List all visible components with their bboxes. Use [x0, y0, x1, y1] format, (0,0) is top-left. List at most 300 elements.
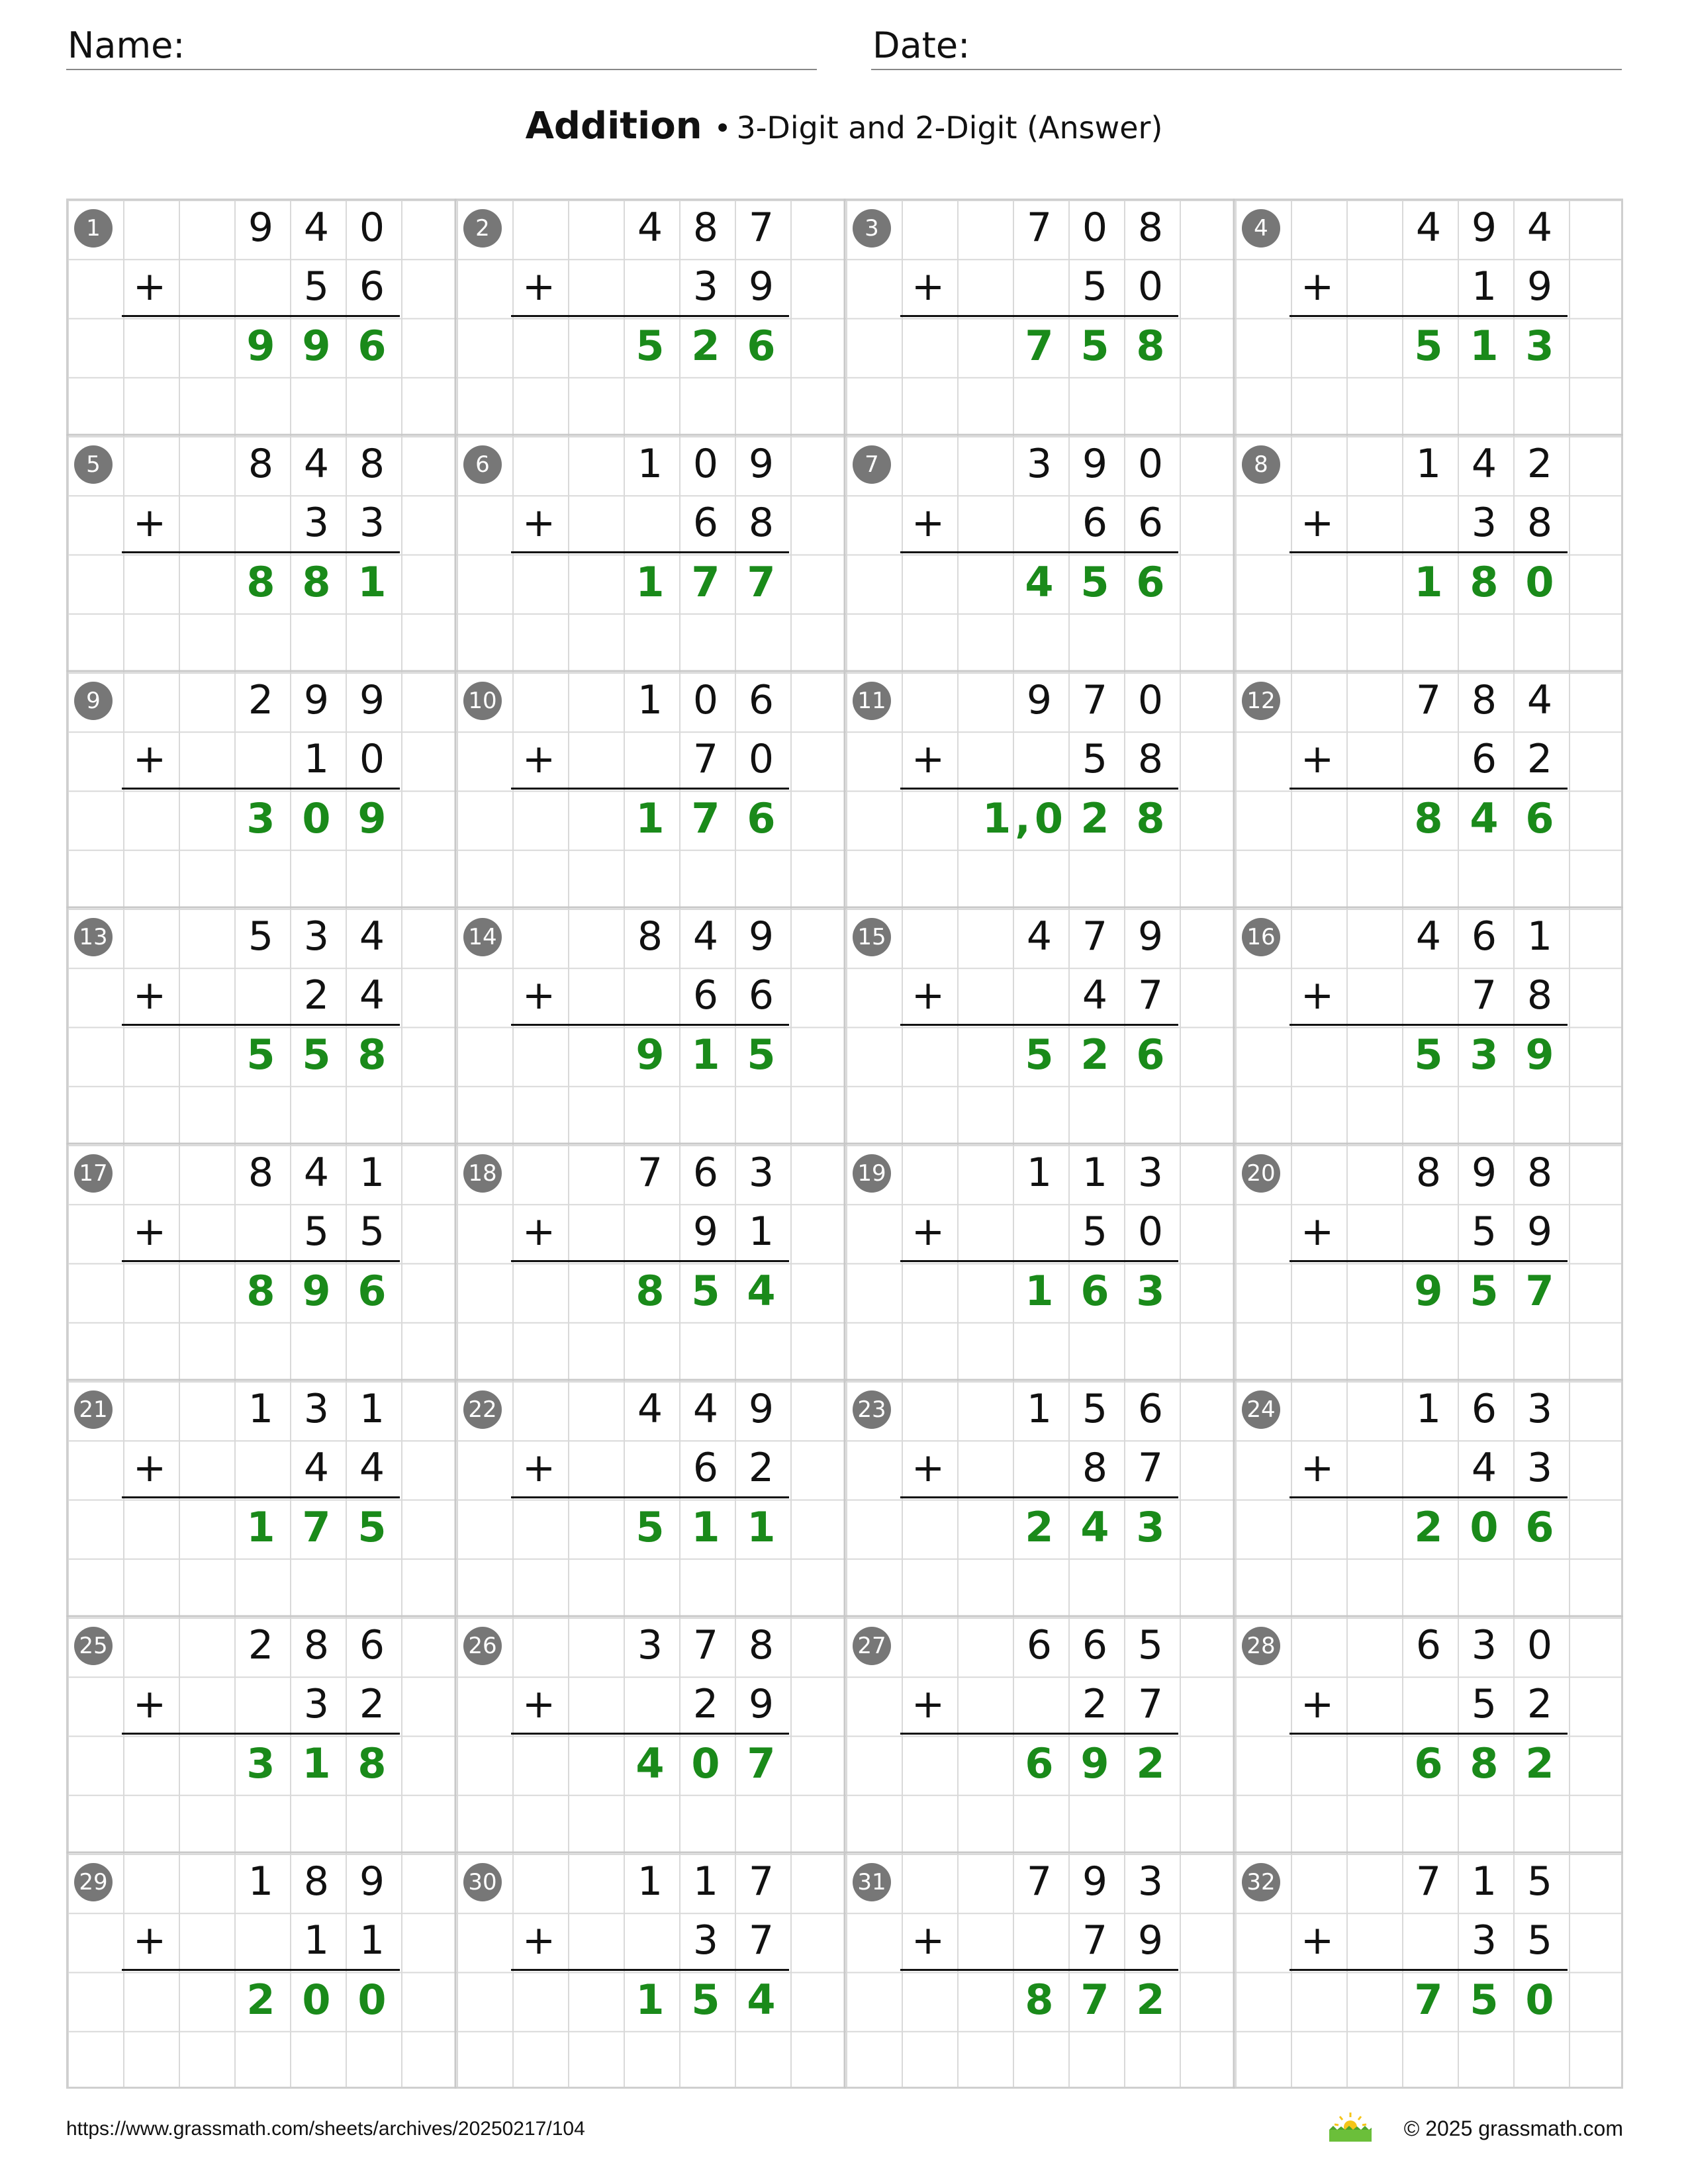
- top-digit: 8: [359, 441, 385, 487]
- problem-number-badge: 30: [463, 1863, 502, 1901]
- plus-sign: +: [911, 1208, 945, 1255]
- answer-digit: 9: [1414, 1267, 1443, 1315]
- answer-digit: 1: [1414, 558, 1443, 606]
- bottom-digit: 5: [303, 263, 330, 310]
- answer-digit: 0: [1525, 1976, 1554, 2024]
- problem-2: [455, 199, 845, 435]
- answer-digit: 0: [1470, 1503, 1499, 1551]
- answer-digit: 6: [1525, 794, 1554, 842]
- problem-24: [1234, 1380, 1623, 1616]
- problem-number-badge: 16: [1242, 918, 1280, 956]
- top-digit: 0: [692, 441, 719, 487]
- problem-18: [455, 1144, 845, 1380]
- top-digit: 7: [1082, 677, 1108, 723]
- top-digit: 1: [1471, 1858, 1497, 1905]
- bottom-digit: 8: [1526, 972, 1553, 1019]
- plus-sign: +: [1300, 263, 1335, 310]
- bottom-digit: 1: [359, 1917, 385, 1964]
- answer-digit: 1: [1470, 322, 1499, 370]
- plus-sign: +: [522, 1917, 556, 1964]
- bottom-digit: 9: [1137, 1917, 1164, 1964]
- top-digit: 3: [748, 1150, 774, 1196]
- problem-7: [845, 435, 1234, 671]
- problem-14: [455, 907, 845, 1144]
- top-digit: 9: [248, 205, 274, 251]
- problem-number-badge: 13: [74, 918, 113, 956]
- plus-sign: +: [1300, 736, 1335, 782]
- name-field[interactable]: [66, 25, 817, 70]
- top-digit: 8: [1526, 1150, 1553, 1196]
- top-digit: 3: [1526, 1386, 1553, 1432]
- problem-number-badge: 12: [1242, 682, 1280, 720]
- problem-8: [1234, 435, 1623, 671]
- top-digit: 5: [1137, 1622, 1164, 1668]
- problem-number-badge: 10: [463, 682, 502, 720]
- answer-digit: 6: [1414, 1739, 1443, 1788]
- plus-sign: +: [1300, 1208, 1335, 1255]
- problem-32: [1234, 1852, 1623, 2089]
- bottom-digit: 3: [1526, 1445, 1553, 1492]
- top-digit: 3: [1137, 1858, 1164, 1905]
- top-digit: 5: [1082, 1386, 1108, 1432]
- problem-27: [845, 1616, 1234, 1852]
- answer-digit: 5: [747, 1030, 776, 1079]
- problem-30: [455, 1852, 845, 2089]
- answer-digit: 5: [1470, 1976, 1499, 2024]
- bottom-digit: 2: [1082, 1681, 1108, 1728]
- answer-digit: 2: [1136, 1739, 1165, 1788]
- answer-digit: 8: [635, 1267, 665, 1315]
- answer-digit: 2: [1414, 1503, 1443, 1551]
- top-digit: 8: [303, 1858, 330, 1905]
- top-digit: 4: [1415, 913, 1442, 960]
- top-digit: 9: [359, 1858, 385, 1905]
- answer-digit: 1: [635, 558, 665, 606]
- sunrise-grass-icon: [1327, 2110, 1374, 2143]
- problem-number-badge: 21: [74, 1390, 113, 1429]
- top-digit: 6: [1471, 1386, 1497, 1432]
- bottom-digit: 2: [1526, 736, 1553, 783]
- bottom-digit: 7: [1137, 1445, 1164, 1492]
- answer-digit: 4: [747, 1976, 776, 2024]
- problem-4: [1234, 199, 1623, 435]
- plus-sign: +: [911, 263, 945, 310]
- bottom-digit: 1: [1471, 263, 1497, 310]
- problem-29: [66, 1852, 455, 2089]
- bottom-digit: 2: [1526, 1681, 1553, 1728]
- top-digit: 1: [637, 1858, 663, 1905]
- problem-number-badge: 4: [1242, 209, 1280, 248]
- title-separator: •: [714, 112, 731, 146]
- problem-number-badge: 23: [853, 1390, 891, 1429]
- top-digit: 1: [359, 1386, 385, 1432]
- answer-digit: 1: [357, 558, 387, 606]
- answer-digit: 3: [246, 1739, 275, 1788]
- answer-digit: 5: [1470, 1267, 1499, 1315]
- top-digit: 9: [748, 441, 774, 487]
- plus-sign: +: [522, 736, 556, 782]
- problem-1: [66, 199, 455, 435]
- answer-digit: 2: [1025, 1503, 1054, 1551]
- answer-digit: 4: [747, 1267, 776, 1315]
- answer-digit: 9: [246, 322, 275, 370]
- problem-16: [1234, 907, 1623, 1144]
- answer-digit: 7: [1414, 1976, 1443, 2024]
- top-digit: 8: [248, 441, 274, 487]
- footer-url: https://www.grassmath.com/sheets/archives/20250217/104: [66, 2118, 585, 2140]
- bottom-digit: 5: [1082, 263, 1108, 310]
- top-digit: 0: [692, 677, 719, 723]
- plus-sign: +: [132, 263, 167, 310]
- top-digit: 7: [748, 1858, 774, 1905]
- bottom-digit: 9: [692, 1208, 719, 1255]
- plus-sign: +: [911, 972, 945, 1019]
- top-digit: 8: [248, 1150, 274, 1196]
- top-digit: 4: [1026, 913, 1053, 960]
- top-digit: 4: [692, 913, 719, 960]
- problem-number-badge: 3: [853, 209, 891, 248]
- top-digit: 4: [1471, 441, 1497, 487]
- bottom-digit: 4: [359, 972, 385, 1019]
- answer-digit: 9: [302, 322, 331, 370]
- bottom-digit: 7: [1137, 972, 1164, 1019]
- bottom-digit: 2: [748, 1445, 774, 1492]
- answer-digit: 8: [357, 1030, 387, 1079]
- problem-number-badge: 28: [1242, 1627, 1280, 1665]
- bottom-digit: 7: [1082, 1917, 1108, 1964]
- date-field[interactable]: [871, 25, 1622, 70]
- problem-11: [845, 671, 1234, 907]
- problem-31: [845, 1852, 1234, 2089]
- bottom-digit: 7: [748, 1917, 774, 1964]
- plus-sign: +: [132, 500, 167, 546]
- top-digit: 0: [1137, 441, 1164, 487]
- answer-digit: 6: [747, 794, 776, 842]
- problem-number-badge: 20: [1242, 1154, 1280, 1193]
- top-digit: 9: [303, 677, 330, 723]
- problem-number-badge: 11: [853, 682, 891, 720]
- plus-sign: +: [132, 1445, 167, 1491]
- top-digit: 8: [1415, 1150, 1442, 1196]
- answer-digit: 9: [1080, 1739, 1109, 1788]
- top-digit: 0: [1137, 677, 1164, 723]
- top-digit: 2: [248, 677, 274, 723]
- answer-digit: 7: [1525, 1267, 1554, 1315]
- top-digit: 4: [1526, 205, 1553, 251]
- bottom-digit: 1: [303, 1917, 330, 1964]
- top-digit: 7: [1415, 1858, 1442, 1905]
- answer-digit: 7: [1025, 322, 1054, 370]
- answer-digit: 9: [635, 1030, 665, 1079]
- answer-digit: 3: [1470, 1030, 1499, 1079]
- problem-5: [66, 435, 455, 671]
- top-digit: 4: [637, 205, 663, 251]
- bottom-digit: 5: [1471, 1681, 1497, 1728]
- bottom-digit: 5: [1082, 736, 1108, 783]
- top-digit: 3: [1137, 1150, 1164, 1196]
- bottom-digit: 1: [303, 736, 330, 783]
- bottom-digit: 6: [692, 500, 719, 547]
- answer-digit: 1: [1025, 1267, 1054, 1315]
- bottom-digit: 3: [359, 500, 385, 547]
- problem-26: [455, 1616, 845, 1852]
- bottom-digit: 0: [359, 736, 385, 783]
- top-digit: 8: [303, 1622, 330, 1668]
- answer-digit: 5: [635, 322, 665, 370]
- top-digit: 7: [637, 1150, 663, 1196]
- answer-digit: 5: [1414, 322, 1443, 370]
- answer-digit: 1: [747, 1503, 776, 1551]
- answer-digit: 1: [302, 1739, 331, 1788]
- answer-digit: 1: [635, 1976, 665, 2024]
- bottom-digit: 3: [1471, 1917, 1497, 1964]
- problem-number-badge: 15: [853, 918, 891, 956]
- answer-digit: 7: [691, 794, 720, 842]
- top-digit: 1: [1026, 1386, 1053, 1432]
- bottom-digit: 4: [1471, 1445, 1497, 1492]
- title-main: Addition: [525, 105, 702, 148]
- top-digit: 9: [1082, 441, 1108, 487]
- problem-19: [845, 1144, 1234, 1380]
- bottom-digit: 3: [303, 500, 330, 547]
- problem-number-badge: 17: [74, 1154, 113, 1193]
- top-digit: 2: [248, 1622, 274, 1668]
- top-digit: 3: [303, 1386, 330, 1432]
- answer-digit: 4: [635, 1739, 665, 1788]
- bottom-digit: 5: [303, 1208, 330, 1255]
- top-digit: 5: [1526, 1858, 1553, 1905]
- answer-digit: 9: [302, 1267, 331, 1315]
- top-digit: 1: [1082, 1150, 1108, 1196]
- answer-digit: 0: [1525, 558, 1554, 606]
- top-digit: 1: [359, 1150, 385, 1196]
- plus-sign: +: [911, 1445, 945, 1491]
- top-digit: 9: [1026, 677, 1053, 723]
- problem-number-badge: 24: [1242, 1390, 1280, 1429]
- plus-sign: +: [522, 1208, 556, 1255]
- answer-digit: 8: [1136, 322, 1165, 370]
- problem-3: [845, 199, 1234, 435]
- top-digit: 1: [637, 677, 663, 723]
- bottom-digit: 9: [748, 1681, 774, 1728]
- answer-digit: 5: [691, 1976, 720, 2024]
- answer-digit: 7: [747, 558, 776, 606]
- problem-number-badge: 8: [1242, 445, 1280, 484]
- bottom-digit: 4: [1082, 972, 1108, 1019]
- problem-number-badge: 32: [1242, 1863, 1280, 1901]
- top-digit: 7: [1026, 1858, 1053, 1905]
- top-digit: 9: [359, 677, 385, 723]
- bottom-digit: 2: [692, 1681, 719, 1728]
- bottom-digit: 9: [1526, 1208, 1553, 1255]
- top-digit: 6: [1026, 1622, 1053, 1668]
- answer-digit: 8: [246, 558, 275, 606]
- top-digit: 1: [248, 1858, 274, 1905]
- plus-sign: +: [1300, 972, 1335, 1019]
- problem-grid: [66, 199, 1623, 2089]
- top-digit: 3: [1026, 441, 1053, 487]
- bottom-digit: 7: [692, 736, 719, 783]
- answer-digit: 5: [1080, 322, 1109, 370]
- answer-digit: 6: [1136, 1030, 1165, 1079]
- top-digit: 7: [1082, 913, 1108, 960]
- top-digit: 6: [359, 1622, 385, 1668]
- top-digit: 4: [1526, 677, 1553, 723]
- answer-digit: 0: [302, 794, 331, 842]
- top-digit: 6: [1471, 913, 1497, 960]
- problem-20: [1234, 1144, 1623, 1380]
- top-digit: 7: [748, 205, 774, 251]
- plus-sign: +: [132, 1208, 167, 1255]
- bottom-digit: 6: [1137, 500, 1164, 547]
- answer-digit: 3: [246, 794, 275, 842]
- bottom-digit: 6: [748, 972, 774, 1019]
- problem-number-badge: 29: [74, 1863, 113, 1901]
- problem-number-badge: 25: [74, 1627, 113, 1665]
- problem-9: [66, 671, 455, 907]
- problem-28: [1234, 1616, 1623, 1852]
- answer-digit: 8: [1136, 794, 1165, 842]
- answer-digit: 4: [1080, 1503, 1109, 1551]
- problem-number-badge: 9: [74, 682, 113, 720]
- plus-sign: +: [522, 500, 556, 546]
- top-digit: 8: [748, 1622, 774, 1668]
- bottom-digit: 3: [303, 1681, 330, 1728]
- bottom-digit: 9: [1526, 263, 1553, 310]
- top-digit: 8: [1471, 677, 1497, 723]
- plus-sign: +: [911, 500, 945, 546]
- answer-digit: 0: [357, 1976, 387, 2024]
- answer-digit: 8: [1470, 558, 1499, 606]
- answer-digit: 2: [1525, 1739, 1554, 1788]
- top-digit: 0: [1526, 1622, 1553, 1668]
- answer-digit: 1: [691, 1030, 720, 1079]
- top-digit: 7: [1026, 205, 1053, 251]
- answer-digit: 0: [691, 1739, 720, 1788]
- top-digit: 4: [359, 913, 385, 960]
- bottom-digit: 3: [692, 1917, 719, 1964]
- bottom-digit: 6: [1082, 500, 1108, 547]
- bottom-digit: 8: [1526, 500, 1553, 547]
- answer-digit: 0: [302, 1976, 331, 2024]
- top-digit: 4: [1415, 205, 1442, 251]
- top-digit: 4: [637, 1386, 663, 1432]
- top-digit: 6: [692, 1150, 719, 1196]
- top-digit: 9: [1137, 913, 1164, 960]
- bottom-digit: 4: [303, 1445, 330, 1492]
- answer-digit: 5: [302, 1030, 331, 1079]
- answer-digit: 8: [1414, 794, 1443, 842]
- answer-digit: 5: [1080, 558, 1109, 606]
- top-digit: 1: [692, 1858, 719, 1905]
- answer-digit: 4: [1470, 794, 1499, 842]
- plus-sign: +: [132, 972, 167, 1019]
- answer-digit: 6: [1525, 1503, 1554, 1551]
- problem-12: [1234, 671, 1623, 907]
- answer-digit: 4: [1025, 558, 1054, 606]
- plus-sign: +: [911, 1681, 945, 1727]
- answer-digit: 2: [1080, 1030, 1109, 1079]
- plus-sign: +: [1300, 1445, 1335, 1491]
- top-digit: 1: [248, 1386, 274, 1432]
- problem-number-badge: 27: [853, 1627, 891, 1665]
- bottom-digit: 5: [359, 1208, 385, 1255]
- problem-22: [455, 1380, 845, 1616]
- plus-sign: +: [522, 1445, 556, 1491]
- bottom-digit: 8: [1082, 1445, 1108, 1492]
- problem-10: [455, 671, 845, 907]
- answer-digit: 8: [246, 1267, 275, 1315]
- answer-digit: 3: [1136, 1267, 1165, 1315]
- top-digit: 6: [1415, 1622, 1442, 1668]
- top-digit: 0: [359, 205, 385, 251]
- problem-15: [845, 907, 1234, 1144]
- plus-sign: +: [522, 1681, 556, 1727]
- bottom-digit: 1: [748, 1208, 774, 1255]
- bottom-digit: 3: [1471, 500, 1497, 547]
- bottom-digit: 5: [1471, 1208, 1497, 1255]
- plus-sign: +: [911, 736, 945, 782]
- top-digit: 6: [1137, 1386, 1164, 1432]
- answer-digit: 5: [635, 1503, 665, 1551]
- top-digit: 3: [1471, 1622, 1497, 1668]
- bottom-digit: 5: [1526, 1917, 1553, 1964]
- problem-number-badge: 18: [463, 1154, 502, 1193]
- problem-number-badge: 26: [463, 1627, 502, 1665]
- bottom-digit: 0: [748, 736, 774, 783]
- top-digit: 8: [692, 205, 719, 251]
- top-digit: 9: [748, 913, 774, 960]
- top-digit: 9: [1471, 205, 1497, 251]
- answer-digit: 1: [246, 1503, 275, 1551]
- top-digit: 5: [248, 913, 274, 960]
- problem-13: [66, 907, 455, 1144]
- plus-sign: +: [911, 1917, 945, 1964]
- problem-number-badge: 19: [853, 1154, 891, 1193]
- bottom-digit: 6: [692, 1445, 719, 1492]
- top-digit: 6: [1082, 1622, 1108, 1668]
- bottom-digit: 0: [1137, 263, 1164, 310]
- answer-digit: 5: [1414, 1030, 1443, 1079]
- answer-digit: 7: [302, 1503, 331, 1551]
- problem-number-badge: 1: [74, 209, 113, 248]
- bottom-digit: 8: [748, 500, 774, 547]
- bottom-digit: 0: [1137, 1208, 1164, 1255]
- answer-digit: 6: [357, 1267, 387, 1315]
- top-digit: 3: [303, 913, 330, 960]
- problem-number-badge: 2: [463, 209, 502, 248]
- answer-digit: 5: [691, 1267, 720, 1315]
- bottom-digit: 7: [1471, 972, 1497, 1019]
- bottom-digit: 2: [359, 1681, 385, 1728]
- answer-digit: 8: [1025, 1976, 1054, 2024]
- footer-copyright: © 2025 grassmath.com: [1403, 2116, 1623, 2140]
- top-digit: 4: [303, 205, 330, 251]
- answer-digit: 6: [747, 322, 776, 370]
- top-digit: 9: [748, 1386, 774, 1432]
- top-digit: 1: [1526, 913, 1553, 960]
- problem-number-badge: 5: [74, 445, 113, 484]
- problem-number-badge: 31: [853, 1863, 891, 1901]
- answer-digit: 5: [246, 1030, 275, 1079]
- top-digit: 3: [637, 1622, 663, 1668]
- top-digit: 4: [303, 1150, 330, 1196]
- problem-number-badge: 22: [463, 1390, 502, 1429]
- answer-digit: 6: [1025, 1739, 1054, 1788]
- top-digit: 9: [1082, 1858, 1108, 1905]
- answer-digit: 6: [1080, 1267, 1109, 1315]
- answer-digit: 1: [635, 794, 665, 842]
